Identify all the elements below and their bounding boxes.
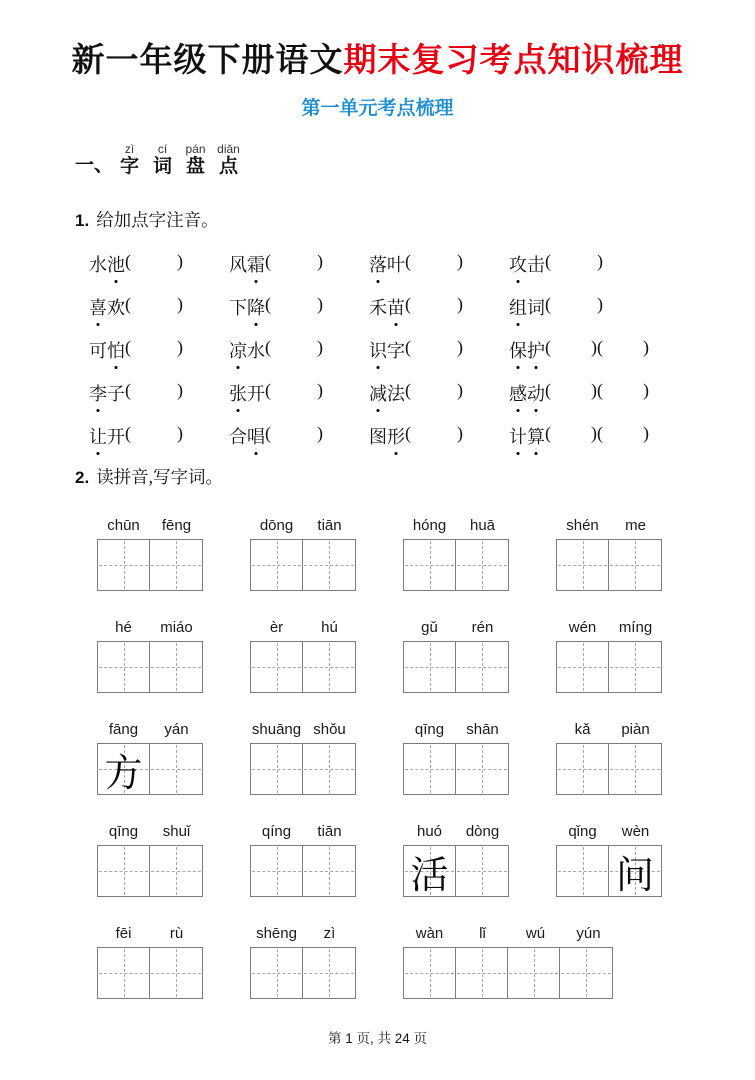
pinyin-syllable: wén xyxy=(568,619,597,636)
answer-parens: ( ) xyxy=(545,294,603,314)
word-item xyxy=(369,337,509,363)
writing-grid xyxy=(556,743,662,795)
pinyin-grid-block xyxy=(97,823,203,897)
pinyin-grid-block xyxy=(250,823,356,897)
answer-parens: ( ) xyxy=(405,423,463,443)
writing-grid xyxy=(250,539,356,591)
pinyin-row xyxy=(556,619,662,641)
grid-cell xyxy=(251,948,303,998)
emphasis-dot xyxy=(517,323,520,326)
word-char: 降 xyxy=(247,294,265,320)
grid-cell xyxy=(98,642,150,692)
grid-cell xyxy=(150,642,202,692)
handwritten-char: 活 xyxy=(410,854,449,897)
grid-cell xyxy=(303,846,355,896)
pinyin-row xyxy=(97,823,203,845)
pinyin-grid-block xyxy=(403,517,509,591)
pinyin-syllable: yán xyxy=(164,721,189,738)
word-row xyxy=(89,294,649,337)
answer-parens: ( ) xyxy=(405,251,463,271)
question-1-label xyxy=(75,207,219,232)
grid-cell xyxy=(404,846,456,896)
writing-grid xyxy=(97,641,203,693)
page-title-red: 期末复习考点知识梳理 xyxy=(343,43,684,79)
writing-grid xyxy=(556,539,662,591)
answer-parens: ( ) xyxy=(545,423,597,443)
grid-cell xyxy=(150,846,202,896)
emphasis-dot xyxy=(377,366,380,369)
pinyin-grid-block xyxy=(97,619,203,693)
pinyin-row xyxy=(403,721,509,743)
word-item xyxy=(369,380,509,406)
writing-grid xyxy=(403,743,509,795)
word-char: 池 xyxy=(107,251,125,277)
word-char: 喜 xyxy=(89,294,107,320)
heading-char-column xyxy=(212,142,245,178)
pinyin-syllable: wàn xyxy=(415,925,444,942)
emphasis-dot xyxy=(237,366,240,369)
grid-cell xyxy=(251,744,303,794)
heading-char: 点 xyxy=(219,156,239,177)
answer-parens: ( ) xyxy=(597,337,649,357)
grid-cell xyxy=(251,642,303,692)
section-heading-prefix: 一、 xyxy=(75,155,114,176)
pinyin-syllable: gǔ xyxy=(421,619,438,636)
emphasis-dot xyxy=(535,452,538,455)
answer-parens: ( ) xyxy=(265,423,323,443)
pinyin-row xyxy=(250,619,356,641)
pinyin-grid-block xyxy=(556,619,662,693)
word-char: 减 xyxy=(369,380,387,406)
grid-cell xyxy=(150,744,202,794)
word-item xyxy=(509,337,649,363)
pinyin-syllable: zì xyxy=(323,925,336,942)
pinyin-syllable: huā xyxy=(469,517,496,534)
word-row xyxy=(89,423,649,466)
heading-pinyin: cí xyxy=(157,142,168,156)
word-item xyxy=(89,380,229,406)
word-char: 风 xyxy=(229,255,247,275)
pinyin-syllable: yún xyxy=(576,925,601,942)
word-row xyxy=(89,251,649,294)
pinyin-row xyxy=(250,925,356,947)
pinyin-syllable: fēi xyxy=(115,925,132,942)
writing-grid xyxy=(556,845,662,897)
pinyin-grid-block xyxy=(97,721,203,795)
grid-cell xyxy=(456,642,508,692)
writing-grid xyxy=(556,641,662,693)
word-item xyxy=(509,294,603,320)
pinyin-row xyxy=(97,721,203,743)
grid-cell xyxy=(98,846,150,896)
pinyin-syllable: wèn xyxy=(621,823,650,840)
grid-cell xyxy=(150,948,202,998)
grid-cell xyxy=(303,540,355,590)
heading-char-column xyxy=(146,142,179,178)
word-char: 苗 xyxy=(387,294,405,320)
writing-grid xyxy=(250,641,356,693)
word-char: 叶 xyxy=(387,255,405,275)
word-char: 开 xyxy=(107,427,125,447)
emphasis-dot xyxy=(517,452,520,455)
grid-row xyxy=(97,619,662,693)
pinyin-syllable: piàn xyxy=(621,721,650,738)
question-2-label xyxy=(75,464,223,489)
pinyin-row xyxy=(556,517,662,539)
writing-grid xyxy=(403,641,509,693)
pinyin-grid-block xyxy=(97,925,203,999)
writing-grid xyxy=(403,539,509,591)
word-char: 动 xyxy=(527,380,545,406)
answer-parens: ( ) xyxy=(125,294,183,314)
writing-grid xyxy=(250,947,356,999)
grid-cell xyxy=(508,948,560,998)
word-char: 子 xyxy=(107,384,125,404)
grid-cell xyxy=(251,846,303,896)
emphasis-dot xyxy=(97,452,100,455)
pinyin-row xyxy=(403,619,509,641)
writing-grid xyxy=(97,743,203,795)
word-char: 落 xyxy=(369,251,387,277)
emphasis-dot xyxy=(377,409,380,412)
pinyin-syllable: rén xyxy=(471,619,494,636)
emphasis-dot xyxy=(395,323,398,326)
grid-cell xyxy=(404,948,456,998)
word-char: 识 xyxy=(369,337,387,363)
answer-parens: ( ) xyxy=(125,423,183,443)
pinyin-syllable: shén xyxy=(566,517,599,534)
pinyin-row xyxy=(250,517,356,539)
pinyin-syllable: míng xyxy=(618,619,653,636)
word-item xyxy=(89,251,229,277)
word-char: 算 xyxy=(527,423,545,449)
pinyin-syllable: hóng xyxy=(412,517,447,534)
answer-parens: ( ) xyxy=(405,294,463,314)
writing-grid xyxy=(97,947,203,999)
pinyin-row xyxy=(403,823,509,845)
word-char: 法 xyxy=(387,384,405,404)
pinyin-syllable: miáo xyxy=(160,619,193,636)
grid-cell xyxy=(98,540,150,590)
emphasis-dot xyxy=(377,280,380,283)
word-char: 感 xyxy=(509,380,527,406)
character-writing-exercise xyxy=(97,517,662,1027)
grid-cell xyxy=(150,540,202,590)
word-item xyxy=(369,294,509,320)
word-char: 霜 xyxy=(247,251,265,277)
word-char: 水 xyxy=(89,255,107,275)
grid-cell xyxy=(456,744,508,794)
unit-subtitle: 第一单元考点梳理 xyxy=(301,98,454,119)
pinyin-syllable: tiān xyxy=(317,517,342,534)
pinyin-row xyxy=(250,823,356,845)
answer-parens: ( ) xyxy=(545,251,603,271)
answer-parens: ( ) xyxy=(545,337,597,357)
grid-cell xyxy=(98,948,150,998)
pinyin-syllable: lǐ xyxy=(479,925,486,942)
pinyin-grid-block xyxy=(556,517,662,591)
pinyin-row xyxy=(556,721,662,743)
emphasis-dot xyxy=(255,280,258,283)
writing-grid xyxy=(250,743,356,795)
grid-cell xyxy=(303,642,355,692)
emphasis-dot xyxy=(517,366,520,369)
answer-parens: ( ) xyxy=(125,380,183,400)
grid-cell xyxy=(303,948,355,998)
word-char: 护 xyxy=(527,337,545,363)
answer-parens: ( ) xyxy=(265,294,323,314)
answer-parens: ( ) xyxy=(597,380,649,400)
handwritten-char: 问 xyxy=(615,854,654,897)
emphasis-dot xyxy=(517,280,520,283)
pinyin-syllable: qīng xyxy=(414,721,445,738)
writing-grid xyxy=(403,947,613,999)
heading-char: 盘 xyxy=(186,156,206,177)
emphasis-dot xyxy=(115,280,118,283)
word-char: 怕 xyxy=(107,337,125,363)
answer-parens: ( ) xyxy=(265,251,323,271)
word-item xyxy=(509,380,649,406)
emphasis-dot xyxy=(255,452,258,455)
pinyin-grid-block xyxy=(403,721,509,795)
section-heading xyxy=(75,142,245,178)
word-char: 李 xyxy=(89,380,107,406)
grid-cell xyxy=(456,846,508,896)
question-1-text: 给加点字注音。 xyxy=(96,210,219,230)
word-item xyxy=(89,337,229,363)
question-1-number: 1. xyxy=(75,211,90,230)
pinyin-syllable: kǎ xyxy=(574,721,591,738)
pinyin-syllable: fāng xyxy=(108,721,139,738)
page-footer: 第 1 页, 共 24 页 xyxy=(327,1031,428,1046)
word-item xyxy=(229,294,369,320)
pinyin-grid-block xyxy=(250,517,356,591)
pinyin-grid-block xyxy=(97,517,203,591)
word-item xyxy=(509,251,603,277)
emphasis-dot xyxy=(535,409,538,412)
emphasis-dot xyxy=(255,323,258,326)
pinyin-syllable: hú xyxy=(321,619,338,636)
grid-cell xyxy=(456,540,508,590)
pinyin-row xyxy=(403,517,509,539)
word-char: 开 xyxy=(247,384,265,404)
pinyin-syllable: shǒu xyxy=(313,721,346,738)
pinyin-grid-block xyxy=(403,823,509,897)
grid-cell xyxy=(404,642,456,692)
pinyin-syllable: rù xyxy=(169,925,184,942)
word-item xyxy=(89,423,229,449)
section-heading-chars xyxy=(113,142,245,178)
pinyin-grid-block xyxy=(556,823,662,897)
grid-cell xyxy=(303,744,355,794)
pinyin-syllable: fēng xyxy=(161,517,192,534)
pinyin-syllable: me xyxy=(625,517,646,534)
word-char: 组 xyxy=(509,294,527,320)
grid-cell xyxy=(456,948,508,998)
pinyin-grid-block xyxy=(250,721,356,795)
grid-cell xyxy=(557,744,609,794)
answer-parens: ( ) xyxy=(265,380,323,400)
handwritten-char: 方 xyxy=(104,752,143,795)
question-2-text: 读拼音,写字词。 xyxy=(96,467,224,487)
pinyin-syllable: shēng xyxy=(256,925,297,942)
page-title xyxy=(0,34,755,81)
word-char: 张 xyxy=(229,380,247,406)
heading-pinyin: diǎn xyxy=(217,142,240,156)
page-title-black: 新一年级下册语文 xyxy=(71,43,344,79)
grid-cell xyxy=(609,642,661,692)
pinyin-row xyxy=(97,925,203,947)
emphasis-dot xyxy=(517,409,520,412)
grid-row xyxy=(97,517,662,591)
word-item xyxy=(369,251,509,277)
emphasis-dot xyxy=(395,452,398,455)
answer-parens: ( ) xyxy=(405,337,463,357)
pinyin-syllable: qíng xyxy=(261,823,292,840)
word-char: 形 xyxy=(387,423,405,449)
grid-cell xyxy=(560,948,612,998)
pinyin-grid-block xyxy=(250,925,356,999)
word-item xyxy=(509,423,649,449)
grid-cell xyxy=(557,540,609,590)
word-char: 下 xyxy=(229,298,247,318)
pinyin-row xyxy=(250,721,356,743)
word-row xyxy=(89,380,649,423)
heading-pinyin: zì xyxy=(124,142,135,156)
word-char: 攻 xyxy=(509,251,527,277)
word-char: 图 xyxy=(369,427,387,447)
writing-grid xyxy=(97,539,203,591)
writing-grid xyxy=(403,845,509,897)
emphasis-dot xyxy=(115,366,118,369)
pinyin-grid-block xyxy=(403,925,615,999)
pinyin-syllable: shuāng xyxy=(251,721,302,738)
pinyin-syllable: qǐng xyxy=(568,823,597,840)
pinyin-annotation-exercise xyxy=(89,251,649,466)
word-row xyxy=(89,337,649,380)
pinyin-grid-block xyxy=(556,721,662,795)
grid-cell xyxy=(251,540,303,590)
pinyin-row xyxy=(403,925,615,947)
pinyin-row xyxy=(556,823,662,845)
pinyin-syllable: qīng xyxy=(108,823,139,840)
grid-cell xyxy=(609,744,661,794)
answer-parens: ( ) xyxy=(125,251,183,271)
word-char: 保 xyxy=(509,337,527,363)
word-char: 击 xyxy=(527,255,545,275)
emphasis-dot xyxy=(97,409,100,412)
word-char: 字 xyxy=(387,341,405,361)
pinyin-syllable: hé xyxy=(115,619,132,636)
heading-char: 词 xyxy=(153,156,173,177)
pinyin-grid-block xyxy=(403,619,509,693)
word-char: 水 xyxy=(247,341,265,361)
writing-grid xyxy=(97,845,203,897)
pinyin-syllable: huó xyxy=(416,823,443,840)
emphasis-dot xyxy=(535,366,538,369)
word-item xyxy=(229,380,369,406)
grid-row xyxy=(97,721,662,795)
grid-cell xyxy=(404,540,456,590)
pinyin-row xyxy=(97,619,203,641)
grid-cell xyxy=(98,744,150,794)
heading-char: 字 xyxy=(120,156,140,177)
answer-parens: ( ) xyxy=(545,380,597,400)
word-item xyxy=(89,294,229,320)
grid-cell xyxy=(557,642,609,692)
word-char: 计 xyxy=(509,423,527,449)
pinyin-syllable: shān xyxy=(466,721,499,738)
word-item xyxy=(229,337,369,363)
heading-char-column xyxy=(113,142,146,178)
grid-cell xyxy=(404,744,456,794)
word-item xyxy=(229,423,369,449)
grid-cell xyxy=(609,540,661,590)
grid-cell xyxy=(609,846,661,896)
word-char: 让 xyxy=(89,423,107,449)
pinyin-grid-block xyxy=(250,619,356,693)
heading-char-column xyxy=(179,142,212,178)
pinyin-syllable: tiān xyxy=(317,823,342,840)
grid-cell xyxy=(557,846,609,896)
word-char: 凉 xyxy=(229,337,247,363)
pinyin-row xyxy=(97,517,203,539)
word-char: 词 xyxy=(527,298,545,318)
word-char: 唱 xyxy=(247,423,265,449)
emphasis-dot xyxy=(237,409,240,412)
word-char: 合 xyxy=(229,427,247,447)
word-item xyxy=(229,251,369,277)
answer-parens: ( ) xyxy=(405,380,463,400)
word-char: 禾 xyxy=(369,298,387,318)
grid-row xyxy=(97,925,662,999)
pinyin-syllable: shuǐ xyxy=(162,823,191,840)
pinyin-syllable: èr xyxy=(269,619,284,636)
word-char: 可 xyxy=(89,341,107,361)
writing-grid xyxy=(250,845,356,897)
heading-pinyin: pán xyxy=(185,142,206,156)
question-2-number: 2. xyxy=(75,468,90,487)
pinyin-syllable: chūn xyxy=(107,517,140,534)
answer-parens: ( ) xyxy=(265,337,323,357)
answer-parens: ( ) xyxy=(597,423,649,443)
pinyin-syllable: wú xyxy=(525,925,546,942)
word-char: 欢 xyxy=(107,298,125,318)
emphasis-dot xyxy=(97,323,100,326)
pinyin-syllable: dòng xyxy=(465,823,500,840)
pinyin-syllable: dōng xyxy=(259,517,294,534)
answer-parens: ( ) xyxy=(125,337,183,357)
word-item xyxy=(369,423,509,449)
grid-row xyxy=(97,823,662,897)
